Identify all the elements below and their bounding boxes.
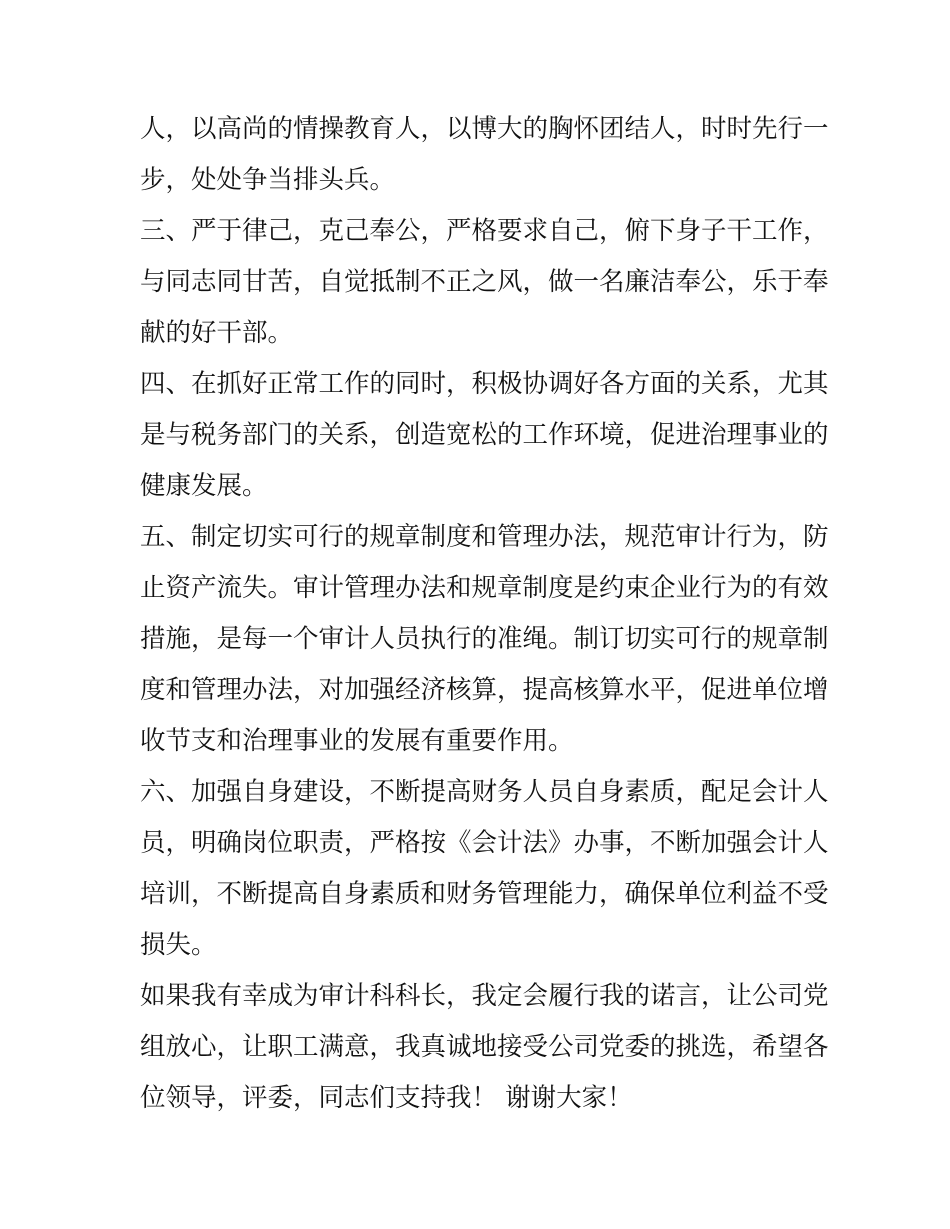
text-line: 健康发展。 (140, 471, 268, 501)
text-line: 如果我有幸成为审计科科长，我定会履行我的诺言，让公司党 (140, 981, 829, 1011)
text-line: 四、在抓好正常工作的同时，积极协调好各方面的关系，尤其 (140, 369, 829, 399)
text-line: 收节支和治理事业的发展有重要作用。 (140, 726, 574, 756)
text-line: 人，以高尚的情操教育人，以博大的胸怀团结人，时时先行一 (140, 114, 829, 144)
text-line: 六、加强自身建设，不断提高财务人员自身素质，配足会计人 (140, 777, 829, 807)
text-line: 员，明确岗位职责，严格按《会计法》办事，不断加强会计人 (140, 828, 829, 858)
text-line: 止资产流失。审计管理办法和规章制度是约束企业行为的有效 (140, 573, 829, 603)
text-line: 组放心，让职工满意，我真诚地接受公司党委的挑选，希望各 (140, 1032, 829, 1062)
paragraph-item-four (140, 359, 829, 512)
text-line: 三、严于律己，克己奉公，严格要求自己，俯下身子干工作， (140, 216, 829, 246)
text-line: 献的好干部。 (140, 318, 294, 348)
paragraph-item-six (140, 767, 829, 971)
paragraph-item-three (140, 206, 829, 359)
paragraph-closing (140, 971, 829, 1124)
text-line: 损失。 (140, 930, 217, 960)
text-line: 是与税务部门的关系，创造宽松的工作环境，促进治理事业的 (140, 420, 829, 450)
text-line: 与同志同甘苦，自觉抵制不正之风，做一名廉洁奉公，乐于奉 (140, 267, 829, 297)
document-body (140, 104, 829, 1124)
text-line: 度和管理办法，对加强经济核算，提高核算水平，促进单位增 (140, 675, 829, 705)
text-line: 五、制定切实可行的规章制度和管理办法，规范审计行为，防 (140, 522, 829, 552)
text-line: 措施，是每一个审计人员执行的准绳。制订切实可行的规章制 (140, 624, 829, 654)
paragraph-continuation (140, 104, 829, 206)
paragraph-item-five (140, 512, 829, 767)
text-line: 步，处处争当排头兵。 (140, 165, 396, 195)
text-line: 培训，不断提高自身素质和财务管理能力，确保单位利益不受 (140, 879, 829, 909)
text-line: 位领导，评委，同志们支持我！ 谢谢大家！ (140, 1083, 633, 1113)
